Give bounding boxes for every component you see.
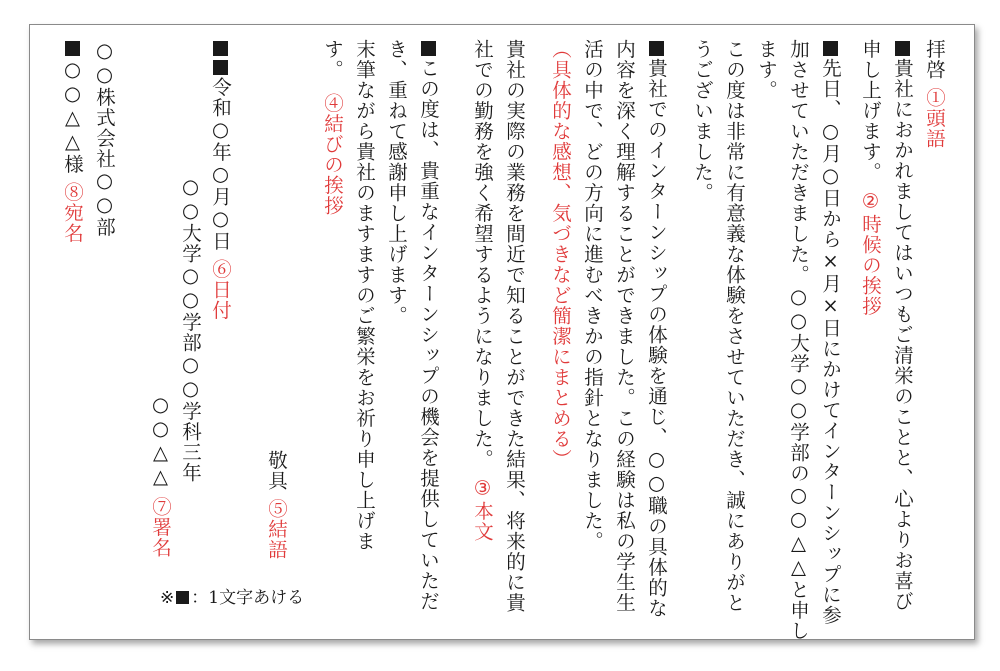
indent-note: ※ ：1文字あける (160, 588, 305, 608)
seasonal-greeting-label: ②時候の挨拶 (859, 189, 882, 317)
indent-square (176, 591, 189, 604)
body-line: ます。 (755, 39, 778, 101)
body-label: ③本文 (471, 476, 494, 542)
closing-line (260, 450, 292, 560)
indent-square (421, 41, 436, 56)
body-line: この度は非常に有意義な体験をさせていただき、誠にありがと (723, 39, 746, 613)
body-line: 加させていただきました。○○大学○○学部の○○△△と申し (787, 39, 810, 641)
date-line: 令和○年○月○日 ⑥日付 (204, 39, 236, 320)
closing-label: ⑤結語 (265, 498, 288, 560)
indent-square (823, 41, 838, 56)
opening-line (918, 39, 950, 149)
date-label: ⑥日付 (209, 258, 232, 321)
body-line: うございました。 (691, 39, 714, 203)
seasonal-greeting-line-2: 申し上げます。 ②時候の挨拶 (859, 39, 882, 317)
sender-name: ○○△△ (149, 393, 172, 489)
body-line: 内容を深く理解することができました。この経験は私の学生生 (613, 39, 636, 613)
closing-greeting-line: この度は、貴重なインターンシップの機会を提供していただ (412, 39, 444, 612)
body-line: 活の中で、どの方向に進むべきかの指針となりました。 (581, 39, 604, 552)
indent-square (895, 41, 910, 56)
indent-square (213, 41, 228, 56)
closing-greeting-label: ④結びの挨拶 (321, 93, 344, 216)
closing-greeting-line: き、重ねて感謝申し上げます。 (385, 39, 408, 326)
closing-greeting-line: す。 (321, 39, 344, 80)
sender-affiliation: ○○大学○○学部○○学科三年 (179, 175, 202, 483)
closing-word: 敬具 (265, 450, 288, 491)
seasonal-greeting-line-1: 貴社におかれましてはいつもご清栄のことと、心よりお喜び (886, 39, 918, 612)
opening-word: 拝啓 (923, 39, 946, 80)
body-annotation: （具体的な感想、気づきなど簡潔にまとめる） (549, 39, 572, 470)
body-line: 貴社でのインターンシップの体験を通じ、○○職の具体的な (640, 39, 672, 619)
recipient-label: ⑧宛名 (61, 181, 84, 244)
sender-label: ⑦署名 (149, 496, 172, 558)
recipient-name-line (56, 39, 88, 243)
recipient-company: ○○株式会社○○部 (93, 39, 116, 238)
body-line: 先日、○月○日から×月×日にかけてインターンシップに参 (814, 39, 846, 626)
indent-square (65, 41, 80, 56)
closing-greeting-line: 末筆ながら貴社のますますのご繁栄をお祈り申し上げま (353, 39, 376, 552)
indent-square (213, 60, 228, 75)
body-line: 貴社の実際の業務を間近で知ることができた結果、将来的に貴 (503, 39, 526, 613)
body-line: 社での勤務を強く希望するようになりました。 ③本文 (471, 39, 494, 542)
recipient-name: ○○△△様 (61, 58, 84, 175)
sender-name-line (144, 393, 176, 558)
letter-sheet (29, 24, 975, 640)
indent-square (649, 41, 664, 56)
opening-label: ①頭語 (923, 87, 946, 149)
